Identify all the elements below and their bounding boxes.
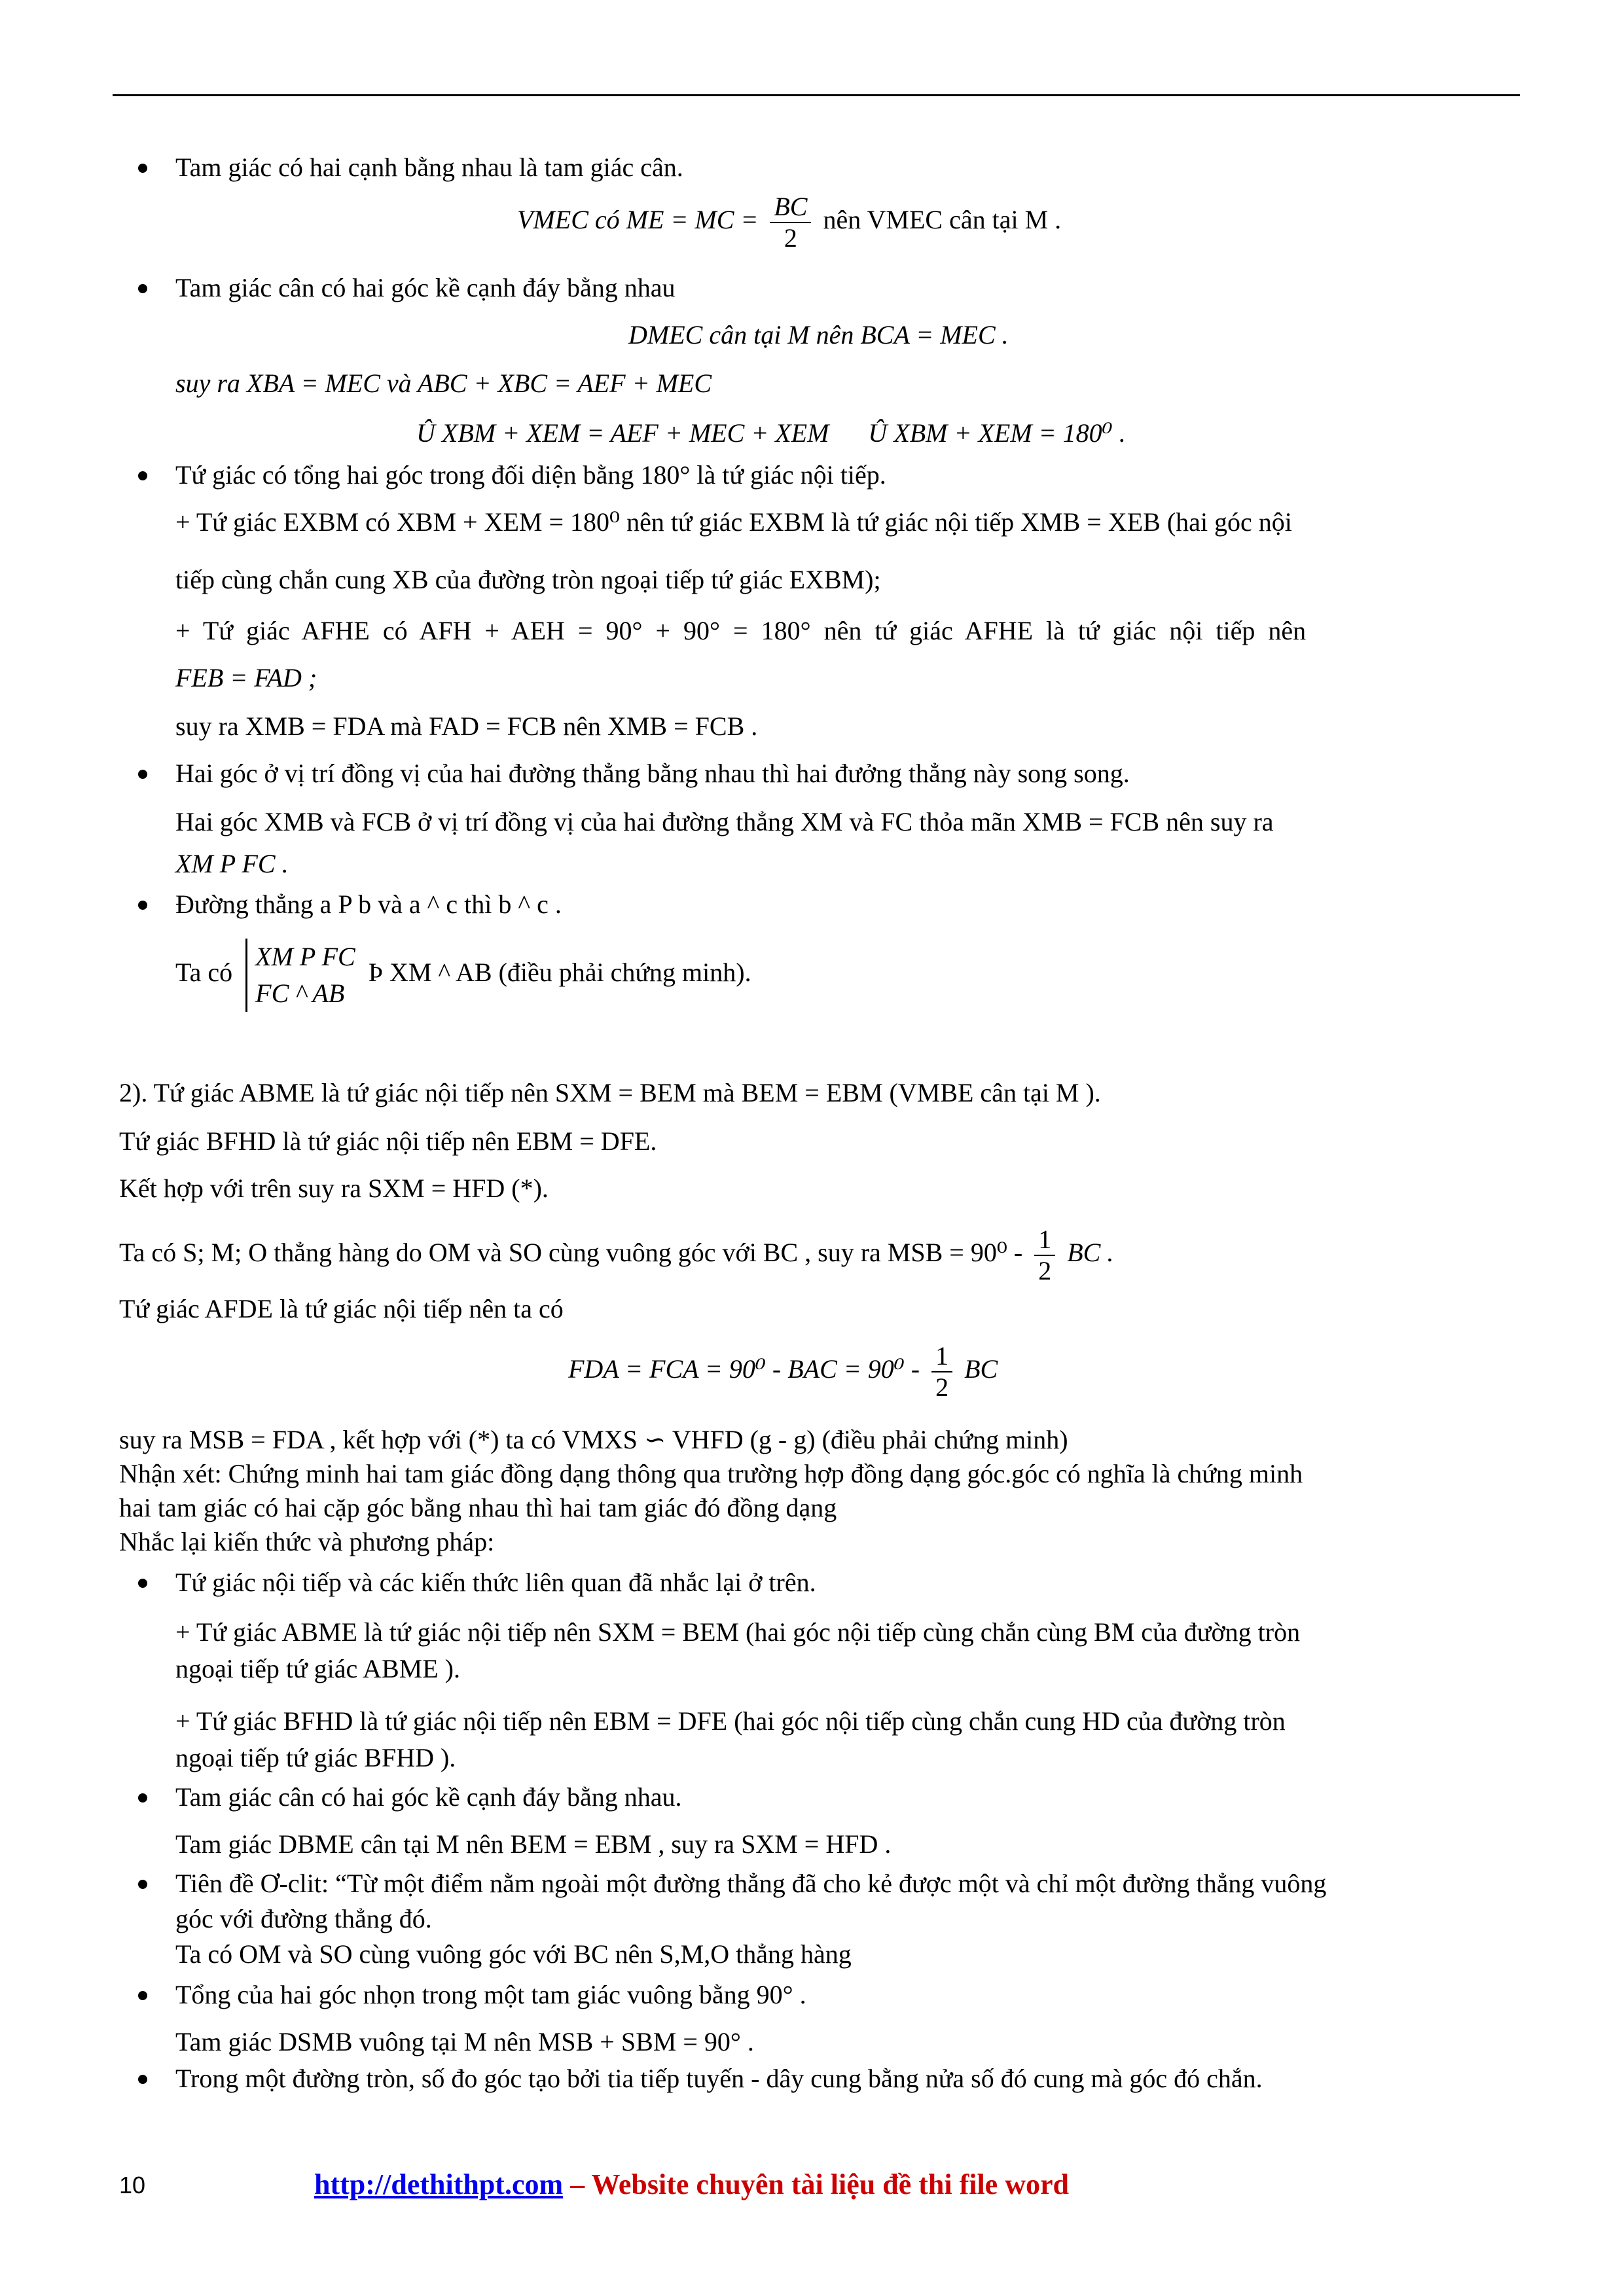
text-line: XM P FC . bbox=[175, 849, 289, 878]
bullet-10 bbox=[138, 2075, 147, 2084]
bullet-5 bbox=[138, 901, 147, 910]
text-line: tiếp cùng chắn cung XB của đường tròn ngoại tiếp tứ giác EXBM); bbox=[175, 565, 881, 594]
fraction-numerator: 1 bbox=[1034, 1225, 1055, 1256]
bullet-6 bbox=[138, 1579, 147, 1588]
text-line: FEB = FAD ; bbox=[175, 663, 317, 692]
text-line: Tam giác DBME cân tại M nên BEM = EBM , suy ra SXM = HFD . bbox=[175, 1829, 892, 1859]
text-line: Kết hợp với trên suy ra SXM = HFD (*). bbox=[119, 1174, 549, 1203]
text-line: Hai góc XMB và FCB ở vị trí đồng vị của hai đường thẳng XM và FC thỏa mãn XMB = FCB nên suy ra bbox=[175, 807, 1274, 836]
formula-fda-left: FDA = FCA = 90⁰ - BAC = 90⁰ - bbox=[568, 1354, 920, 1384]
text-line: Û XBM + XEM = AEF + MEC + XEM Û XBM + XEM = 180⁰ . bbox=[416, 418, 1126, 448]
text-line: Tứ giác có tổng hai góc trong đối diện bằng 180° là tứ giác nội tiếp. bbox=[175, 460, 886, 490]
formula-dmec: DMEC cân tại M nên BCA = MEC . bbox=[628, 320, 1009, 350]
text-line: Tam giác DSMB vuông tại M nên MSB + SBM = 90° . bbox=[175, 2027, 754, 2056]
bullet-3 bbox=[138, 471, 147, 480]
equation-system bbox=[245, 939, 355, 1012]
text-line: góc với đường thẳng đó. bbox=[175, 1904, 432, 1933]
system-line-1: XM P FC bbox=[255, 941, 355, 971]
bullet-9 bbox=[138, 1991, 147, 2000]
text-line: suy ra XMB = FDA mà FAD = FCB nên XMB = FCB . bbox=[175, 711, 758, 741]
fraction-bc-2 bbox=[770, 192, 811, 253]
formula-smo-left: Ta có S; M; O thẳng hàng do OM và SO cùng vuông góc với BC , suy ra MSB = 90⁰ - bbox=[119, 1238, 1023, 1267]
formula-mec-right: nên VMEC cân tại M . bbox=[823, 205, 1062, 234]
text-line: Hai góc ở vị trí đồng vị của hai đường thẳng bằng nhau thì hai đưởng thẳng này song song. bbox=[175, 759, 1130, 788]
bullet-1 bbox=[138, 164, 147, 173]
bullet-4 bbox=[138, 770, 147, 779]
text-line: Trong một đường tròn, số đo góc tạo bởi tia tiếp tuyến - dây cung bằng nửa số đó cung mà góc đó chắn. bbox=[175, 2064, 1263, 2093]
text-line: Tam giác cân có hai góc kề cạnh đáy bằng nhau bbox=[175, 273, 676, 302]
system-line-2: FC ^ AB bbox=[255, 978, 345, 1008]
text-line: hai tam giác có hai cặp góc bằng nhau thì hai tam giác đó đồng dạng bbox=[119, 1493, 837, 1522]
formula-taco-post: Þ XM ^ AB (điều phải chứng minh). bbox=[368, 958, 751, 987]
formula-fda bbox=[568, 1333, 998, 1406]
fraction-numerator: BC bbox=[770, 192, 811, 223]
text-line: ngoại tiếp tứ giác BFHD ). bbox=[175, 1743, 456, 1772]
fraction-numerator: 1 bbox=[931, 1341, 952, 1372]
text-line: Tam giác có hai cạnh bằng nhau là tam giác cân. bbox=[175, 152, 683, 182]
text-line: Tứ giác BFHD là tứ giác nội tiếp nên EBM = DFE. bbox=[119, 1126, 657, 1156]
formula-smo bbox=[119, 1216, 1113, 1289]
formula-smo-right: BC . bbox=[1067, 1238, 1114, 1267]
text-line: ngoại tiếp tứ giác ABME ). bbox=[175, 1654, 460, 1683]
formula-taco-pre: Ta có bbox=[175, 958, 233, 987]
fraction-one-half bbox=[1034, 1225, 1055, 1286]
header-rule bbox=[113, 94, 1520, 96]
text-line: Tứ giác nội tiếp và các kiến thức liên quan đã nhắc lại ở trên. bbox=[175, 1568, 816, 1597]
footer-tagline: – Website chuyên tài liệu đề thi file word bbox=[563, 2168, 1069, 2200]
fraction-denominator: 2 bbox=[935, 1372, 949, 1402]
text-line: Nhắc lại kiến thức và phương pháp: bbox=[119, 1527, 495, 1556]
text-line: Tiên đề Ơ-clit: “Từ một điểm nằm ngoài một đường thẳng đã cho kẻ được một và chỉ một đường thẳng vuông bbox=[175, 1869, 1327, 1898]
text-line: + Tứ giác AFHE có AFH + AEH = 90° + 90° = 180° nên tứ giác AFHE là tứ giác nội tiếp nên bbox=[175, 616, 1307, 645]
text-line: Nhận xét: Chứng minh hai tam giác đồng dạng thông qua trường hợp đồng dạng góc.góc có nghĩa là chứng minh bbox=[119, 1459, 1303, 1488]
bullet-7 bbox=[138, 1793, 147, 1803]
text-line: suy ra XBA = MEC và ABC + XBC = AEF + MEC bbox=[175, 368, 712, 398]
bullet-2 bbox=[138, 284, 147, 293]
text-line: suy ra MSB = FDA , kết hợp với (*) ta có VMXS ∽ VHFD (g - g) (điều phải chứng minh) bbox=[119, 1425, 1068, 1454]
fraction-denominator: 2 bbox=[1038, 1255, 1052, 1285]
text-line: Tam giác cân có hai góc kề cạnh đáy bằng nhau. bbox=[175, 1782, 682, 1812]
text-line: Tứ giác AFDE là tứ giác nội tiếp nên ta có bbox=[119, 1294, 564, 1323]
formula-mec-left: VMEC có ME = MC = bbox=[517, 205, 759, 234]
text-line: + Tứ giác BFHD là tứ giác nội tiếp nên EBM = DFE (hai góc nội tiếp cùng chắn cung HD của đường tròn bbox=[175, 1706, 1286, 1736]
footer bbox=[314, 2168, 1069, 2201]
formula-fda-right: BC bbox=[964, 1354, 998, 1384]
text-line: Tổng của hai góc nhọn trong một tam giác vuông bằng 90° . bbox=[175, 1980, 806, 2009]
text-line: + Tứ giác ABME là tứ giác nội tiếp nên SXM = BEM (hai góc nội tiếp cùng chắn cùng BM của đường tròn bbox=[175, 1617, 1301, 1647]
formula-mec bbox=[517, 190, 1061, 253]
footer-link[interactable]: http://dethithpt.com bbox=[314, 2168, 564, 2200]
page-number: 10 bbox=[119, 2172, 146, 2198]
text-line: Đường thẳng a P b và a ^ c thì b ^ c . bbox=[175, 889, 562, 919]
fraction-denominator: 2 bbox=[784, 223, 797, 253]
text-line: 2). Tứ giác ABME là tứ giác nội tiếp nên SXM = BEM mà BEM = EBM (VMBE cân tại M ). bbox=[119, 1078, 1101, 1107]
bullet-8 bbox=[138, 1880, 147, 1889]
formula-taco bbox=[175, 936, 751, 1012]
fraction-one-half bbox=[931, 1341, 952, 1403]
text-line: + Tứ giác EXBM có XBM + XEM = 180⁰ nên tứ giác EXBM là tứ giác nội tiếp XMB = XEB (hai góc nội bbox=[175, 507, 1292, 537]
text-line: Ta có OM và SO cùng vuông góc với BC nên S,M,O thẳng hàng bbox=[175, 1939, 852, 1969]
